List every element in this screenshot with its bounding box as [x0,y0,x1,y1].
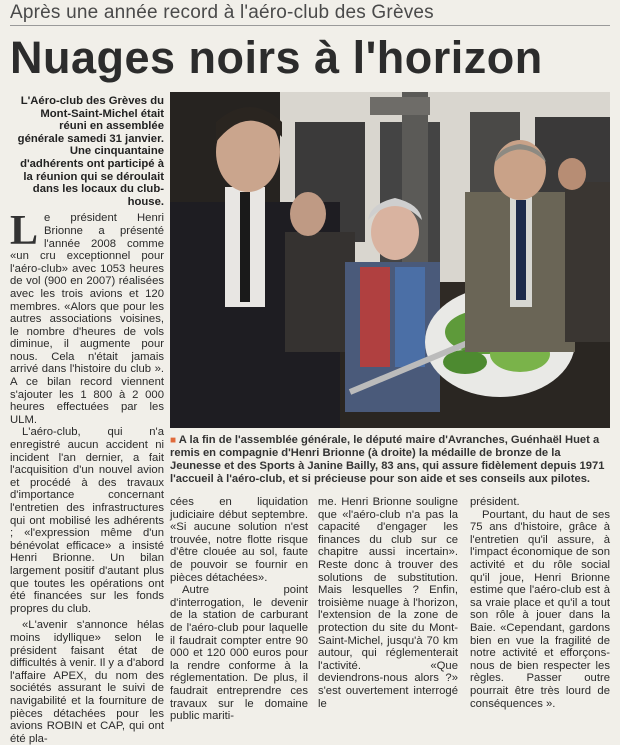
article-column-2 [170,496,308,723]
caption-text: A la fin de l'assemblée générale, le député maire d'Avranches, Guénhaël Huet a remis en compagnie d'Henri Brionne (à droite) la médaille de bronze de la Jeunesse et des Sports à Janine Bailly, 83 ans, qui assure fidèlement depuis 1971 l'accueil à l'aéro-club, et si précieuse pour son aide et ses conseils aux pilotes. [170,434,605,485]
paragraph: cées en liquidation judiciaire début septembre. «Si aucune solution n'est trouvée, notre flotte risque d'être clouée au sol, faute de pouvoir se fournir en pièces détachées». [170,496,308,584]
paragraph: président. [470,496,520,508]
photo-illustration [170,92,610,428]
photo-caption [170,434,610,486]
caption-bullet-icon: ■ [170,435,177,446]
article-kicker: Après une année record à l'aéro-club des Grèves [10,2,610,26]
drop-cap: L [10,208,39,255]
paragraph: Autre point d'interrogation, le devenir de la station de carburant de l'aéro-club pour laquelle il faudrait compter entre 90 000 et 120 000 euros pour la rendre conforme à la réglementation. De plus, il faudrait entreprendre ces travaux sur le domaine public mariti- [170,584,308,723]
article-column-1 [10,95,164,745]
paragraph [10,208,164,426]
article-lede: L'Aéro-club des Grèves du Mont-Saint-Michel était réuni en assemblée générale samedi 31 janvier. Une cinquantaine d'adhérents ont participé à la réunion qui se déroulait dans les locaux du club-house. [17,95,164,208]
paragraph: me. Henri Brionne souligne que «l'aéro-club n'a pas la capacité d'engager les finances du club sur ce chapitre aussi incertain». Reste donc à trouver des solutions de substitution. Mais lesquelles ? Enfin, troisième nuage à l'horizon, l'extension de la zone de protection du site du Mont-Saint-Michel, jusqu'à 70 km autour, qui réglementerait l'activité. «Que deviendrons-nous alors ?» s'est ouvertement interrogé le [318,496,458,710]
article-photo [170,92,610,428]
paragraph: L'aéro-club, qui n'a enregistré aucun accident ni incident l'an dernier, a fait l'acquisition d'un nouvel avion et procédé à des travaux d'importance concernant l'entretien des infrastructures qui ont mobilisé les adhérents ; «l'expression même d'un bénévolat efficace» a insisté Henri Brionne. Un bilan largement positif d'autant plus que toutes les opérations ont été financées sur les fonds propres du club. [10,426,164,615]
article-column-4 [470,496,610,710]
article-column-3 [318,496,458,710]
article-headline: Nuages noirs à l'horizon [10,32,543,83]
paragraph: Pourtant, du haut de ses 75 ans d'histoire, grâce à l'entretien qu'il assure, à l'impact économique de son activité et du rôle social qu'il joue, Henri Brionne estime que l'aéro-club est à sa vraie place et qu'il a tout son rôle à jouer dans la Baie. «Cependant, gardons bien en vue la fragilité de notre activité et efforçons-nous de bien respecter les règles. Passer outre pourrait être très lourd de conséquences ». [470,508,610,710]
paragraph-text: e président Henri Brionne a présenté l'année 2008 comme «un cru exceptionnel pour l'aéro-club» avec 1053 heures de vol (900 en 2007) réalisées avec les trois avions et 120 membres. «Alors que pour les autres associations voisines, le nombre d'heures de vols diminue, il augmente pour nous. Cela n'était jamais arrivé dans l'histoire du club ». A ce bilan record viennent s'ajouter les 1 800 à 2 000 heures effectuées par les ULM. [10,212,164,426]
paragraph: «L'avenir s'annonce hélas moins idyllique» selon le président faisant état de difficultés à venir. Il y a d'abord l'affaire APEX, du nom des sociétés assurant le suivi de navigabilité et la fourniture de pièces détachées pour les avions ROBIN et CAP, qui ont été pla- [10,619,164,745]
